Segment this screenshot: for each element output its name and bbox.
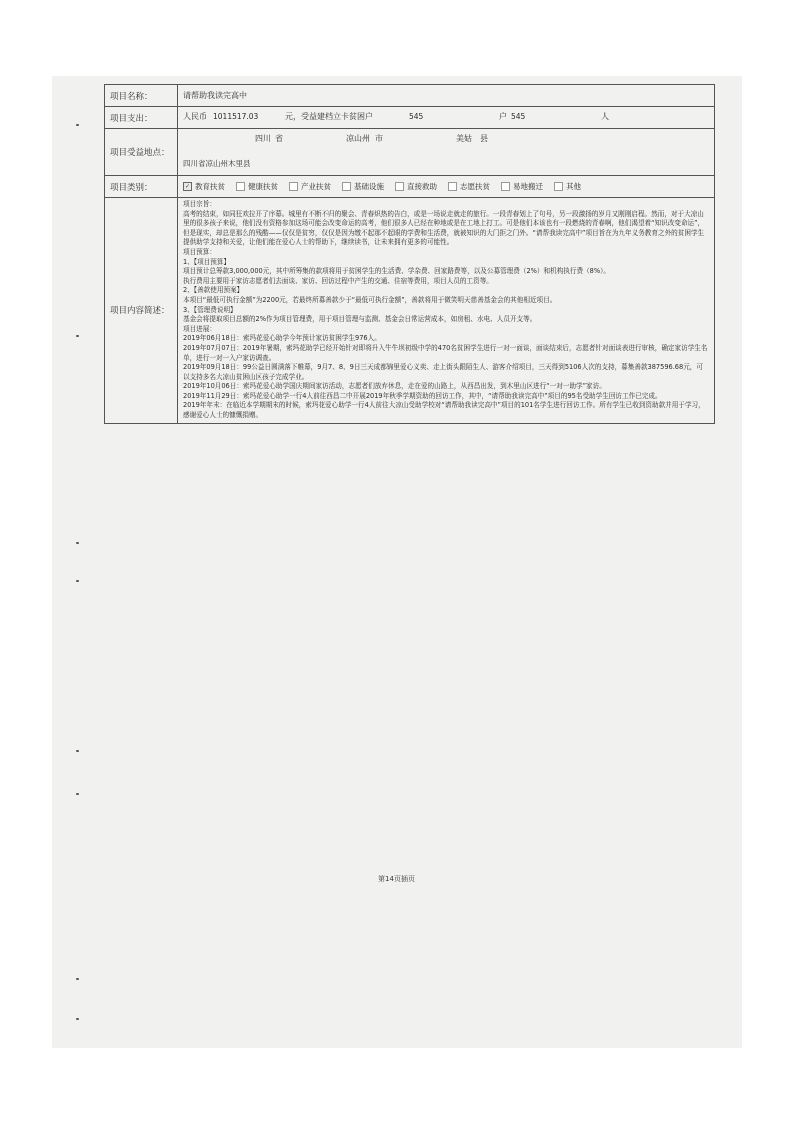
content-line: 项目进展： [183, 324, 216, 333]
category-option[interactable] [395, 181, 437, 192]
scan-mark [76, 793, 79, 795]
content-line: 高考的结束，如同狂欢拉开了序幕。城里有不断不归的聚会、青春炽热的告白，或是一场说走就走的旅行。一段青春划上了句号，另一段激扬的岁月又刚刚启程。然而，对于大凉山里的很多孩子来说，他们没有资格参加这场可能会改变命运的高考，他们很多人已经在种地或是在工地上打工。可是他们本该也有一段燃烧的青春啊，他们渴望着“知识改变命运”，但是现实，却总是那么的残酷——仅仅是贫穷，仅仅是因为缴不起那不起眼的学费和生活费，就被知识的大门拒之门外。“请帮我读完高中”项目旨在为九年义务教育之外的贫困学生提供助学支持和关爱，让他们能在爱心人士的帮助下，继续读书，让未来拥有更多的可能性。 [183, 209, 705, 247]
households-unit: 户 [499, 112, 507, 121]
persons-unit: 人 [601, 112, 609, 121]
category-checkbox-group [183, 181, 709, 192]
page-number: 第14页插页 [378, 875, 415, 883]
category-option[interactable] [448, 181, 490, 192]
content-line: 2019年年末：在临近本学期期末的时候，索玛花爱心助学一行4人前往大凉山受助学校对“请帮助我读完高中”项目的101名学生进行回访工作。所有学生已收到资助款并用于学习，感谢爱心人士的慷慨捐赠。 [183, 401, 705, 420]
category-checkbox[interactable] [342, 182, 351, 191]
category-option[interactable] [342, 181, 384, 192]
project-name-row [105, 85, 715, 107]
city-value: 凉山州 [346, 134, 370, 143]
category-label: 产业扶贫 [301, 182, 331, 191]
expense-unit-text: 元，受益建档立卡贫困户 [285, 112, 373, 121]
content-line: 项目预算： [183, 247, 216, 256]
content-line: 2、【善款使用预案】 [183, 286, 244, 295]
scan-mark [76, 335, 79, 337]
content-line: 3、【管理费说明】 [183, 305, 237, 314]
content-line: 2019年09月18日：99公益日圆满落下帷幕，9月7、8、9日三天成都锦里爱心义卖、走上街头跟陌生人、游客介绍项目，三天得到5106人次的支持，募集善款387596.68元，可以支持多名大凉山贫困山区孩子完成学业。 [183, 363, 703, 381]
county-unit: 县 [480, 134, 488, 143]
content-line: 执行费用主要用于家访志愿者们去面谈、家访、回访过程中产生的交通、住宿等费用，项目人员的工资等。 [183, 276, 493, 285]
category-checkbox[interactable] [448, 182, 457, 191]
category-label: 易地搬迁 [513, 182, 543, 191]
location-fields [183, 133, 709, 171]
households-count: 545 [409, 112, 424, 121]
project-location-label: 项目受益地点： [105, 129, 178, 176]
project-expense-label: 项目支出： [105, 107, 178, 129]
project-info-table [104, 84, 715, 424]
category-label: 教育扶贫 [195, 182, 225, 191]
category-checkbox[interactable] [289, 182, 298, 191]
content-line: 2019年10月06日：索玛花爱心助学国庆期间家访活动，志愿者们放弃休息，走在爱的山路上，从西昌出发，到木里山区进行“一对一助学”家访。 [183, 382, 606, 391]
content-line: 项目宗旨： [183, 200, 216, 208]
category-option[interactable] [289, 181, 331, 192]
content-line: 基金会将提取项目总额的2%作为项目管理费，用于项目管理与监测、基金会日常运营成本，如房租、水电、人员开支等。 [183, 315, 537, 324]
category-checkbox[interactable] [236, 182, 245, 191]
content-line: 1、【项目预算】 [183, 257, 231, 266]
content-line: 2019年11月29日：索玛花爱心助学一行4人前往西昌二中开展2019年秋季学期资助的回访工作，其中，“请帮助我读完高中”项目的95名受助学生回访工作已完成。 [183, 391, 662, 400]
category-checkbox[interactable] [554, 182, 563, 191]
project-content-row [105, 198, 715, 424]
category-option[interactable] [501, 181, 543, 192]
project-category-row [105, 176, 715, 198]
expense-line [183, 111, 709, 124]
province-value: 四川 [255, 134, 271, 143]
scan-mark [76, 978, 79, 980]
category-option[interactable] [236, 181, 278, 192]
scan-mark [76, 750, 79, 752]
content-line: 本项目“最低可执行金额”为2200元，若最终所募善款少于“最低可执行金额”，善款将用于微笑明天慈善基金会的其他相近项目。 [183, 295, 557, 304]
category-option[interactable] [183, 181, 225, 192]
category-checkbox[interactable]: ✓ [184, 183, 191, 190]
scan-mark [76, 124, 79, 126]
project-name-value: 请帮助我读完高中 [178, 85, 715, 107]
project-content-text [178, 198, 715, 424]
project-name-label: 项目名称： [105, 85, 178, 107]
city-unit: 市 [375, 134, 383, 143]
category-label: 直接救助 [407, 182, 437, 191]
expense-amount: 1011517.03 [213, 112, 259, 121]
project-location-row [105, 129, 715, 176]
county-value: 美姑 [456, 134, 472, 143]
category-checkbox[interactable] [501, 182, 510, 191]
content-line: 2019年07月07日：2019年暑期，索玛花助学已经开始针对即将升入牛牛坝初级中学的470名贫困学生进行一对一面谈，面谈结束后，志愿者针对面谈表进行审核，确定家访学生名单，进行一对一入户家访调查。 [183, 343, 708, 362]
project-content-label: 项目内容简述： [105, 198, 178, 424]
category-label: 志愿扶贫 [460, 182, 490, 191]
province-unit: 省 [275, 134, 283, 143]
persons-count: 545 [511, 112, 526, 121]
category-label: 基础设施 [354, 182, 384, 191]
content-line: 项目预计总筹款3,000,000元，其中所筹集的款项将用于贫困学生的生活费、学杂费、回家路费等，以及公募管理费（2%）和机构执行费（8%）。 [183, 267, 611, 276]
category-label: 健康扶贫 [248, 182, 278, 191]
project-expense-row [105, 107, 715, 129]
location-detail: 四川省凉山州木里县 [183, 159, 251, 168]
expense-currency: 人民币 [183, 112, 207, 121]
scan-mark [76, 542, 79, 544]
category-checkbox[interactable] [395, 182, 404, 191]
category-label: 其他 [566, 182, 581, 191]
content-line: 2019年06月18日：索玛花爱心助学今年预计家访贫困学生976人。 [183, 334, 381, 343]
project-category-label: 项目类别： [105, 176, 178, 198]
scan-mark [76, 1018, 79, 1020]
category-option[interactable] [554, 181, 581, 192]
scan-mark [76, 580, 79, 582]
